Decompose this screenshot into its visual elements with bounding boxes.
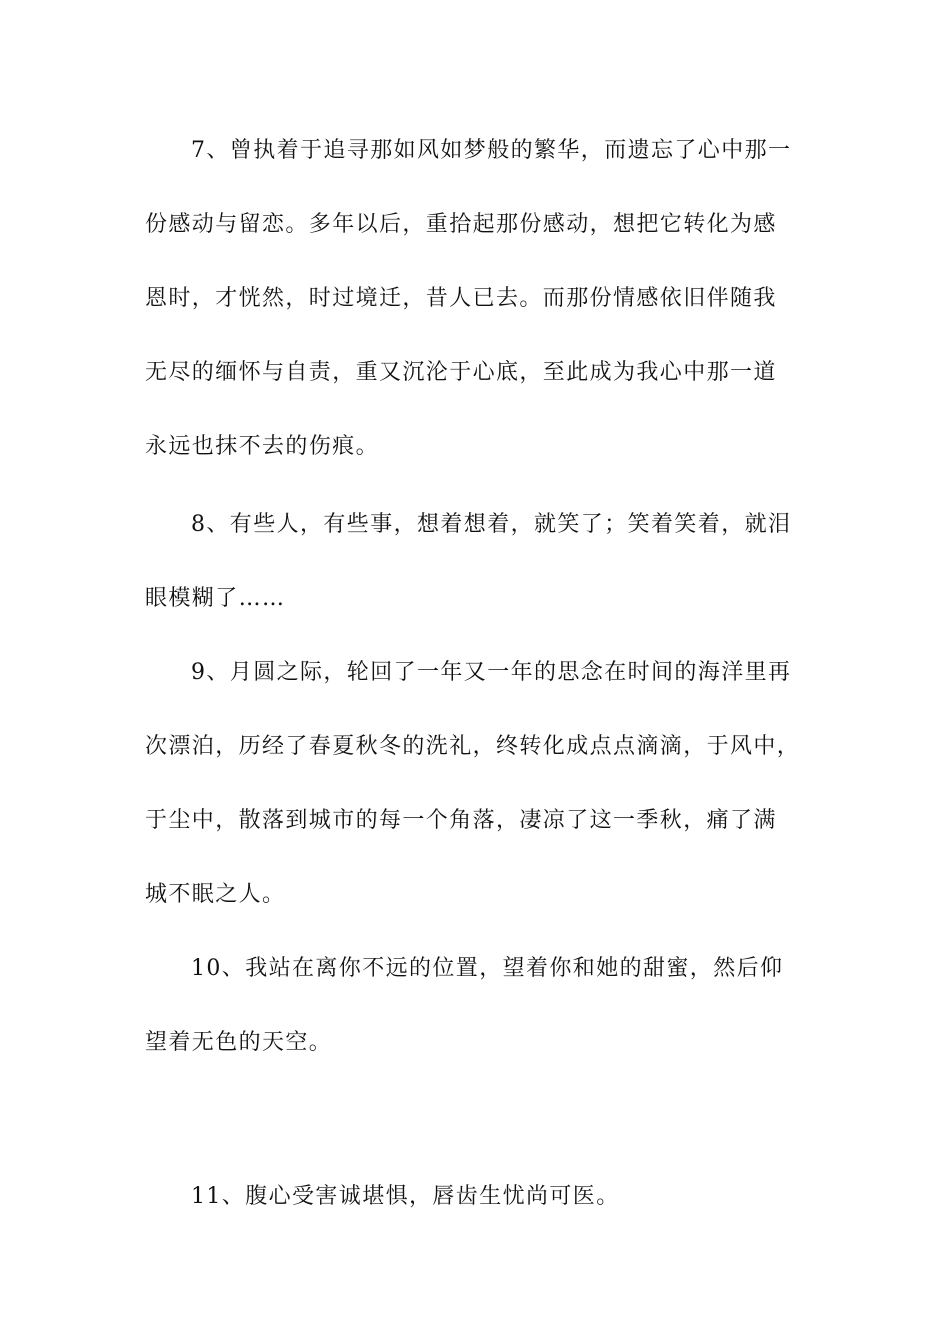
paragraph-11-line-1: 11、腹心受害诚堪惧，唇齿生忧尚可医。	[191, 1184, 620, 1209]
paragraph-10-line-1: 10、我站在离你不远的位置，望着你和她的甜蜜，然后仰	[191, 956, 784, 981]
paragraph-7-line-2: 份感动与留恋。多年以后，重拾起那份感动，想把它转化为感	[145, 212, 777, 237]
paragraph-7-line-4: 无尽的缅怀与自责，重又沉沦于心底，至此成为我心中那一道	[145, 360, 777, 385]
paragraph-9-line-3: 于尘中，散落到城市的每一个角落，凄凉了这一季秋，痛了满	[145, 808, 777, 833]
paragraph-7-line-3: 恩时，才恍然，时过境迁，昔人已去。而那份情感依旧伴随我	[145, 286, 777, 311]
paragraph-8-line-1: 8、有些人，有些事，想着想着，就笑了；笑着笑着，就泪	[191, 512, 792, 537]
paragraph-7-line-1: 7、曾执着于追寻那如风如梦般的繁华，而遗忘了心中那一	[191, 138, 792, 163]
paragraph-9-line-4: 城不眠之人。	[145, 882, 286, 907]
paragraph-8-line-2: 眼模糊了……	[145, 586, 286, 611]
paragraph-7-line-5: 永远也抹不去的伤痕。	[145, 434, 380, 459]
paragraph-10-line-2: 望着无色的天空。	[145, 1030, 333, 1055]
paragraph-9-line-2: 次漂泊，历经了春夏秋冬的洗礼，终转化成点点滴滴，于风中，	[145, 734, 801, 759]
paragraph-9-line-1: 9、月圆之际，轮回了一年又一年的思念在时间的海洋里再	[191, 660, 792, 685]
